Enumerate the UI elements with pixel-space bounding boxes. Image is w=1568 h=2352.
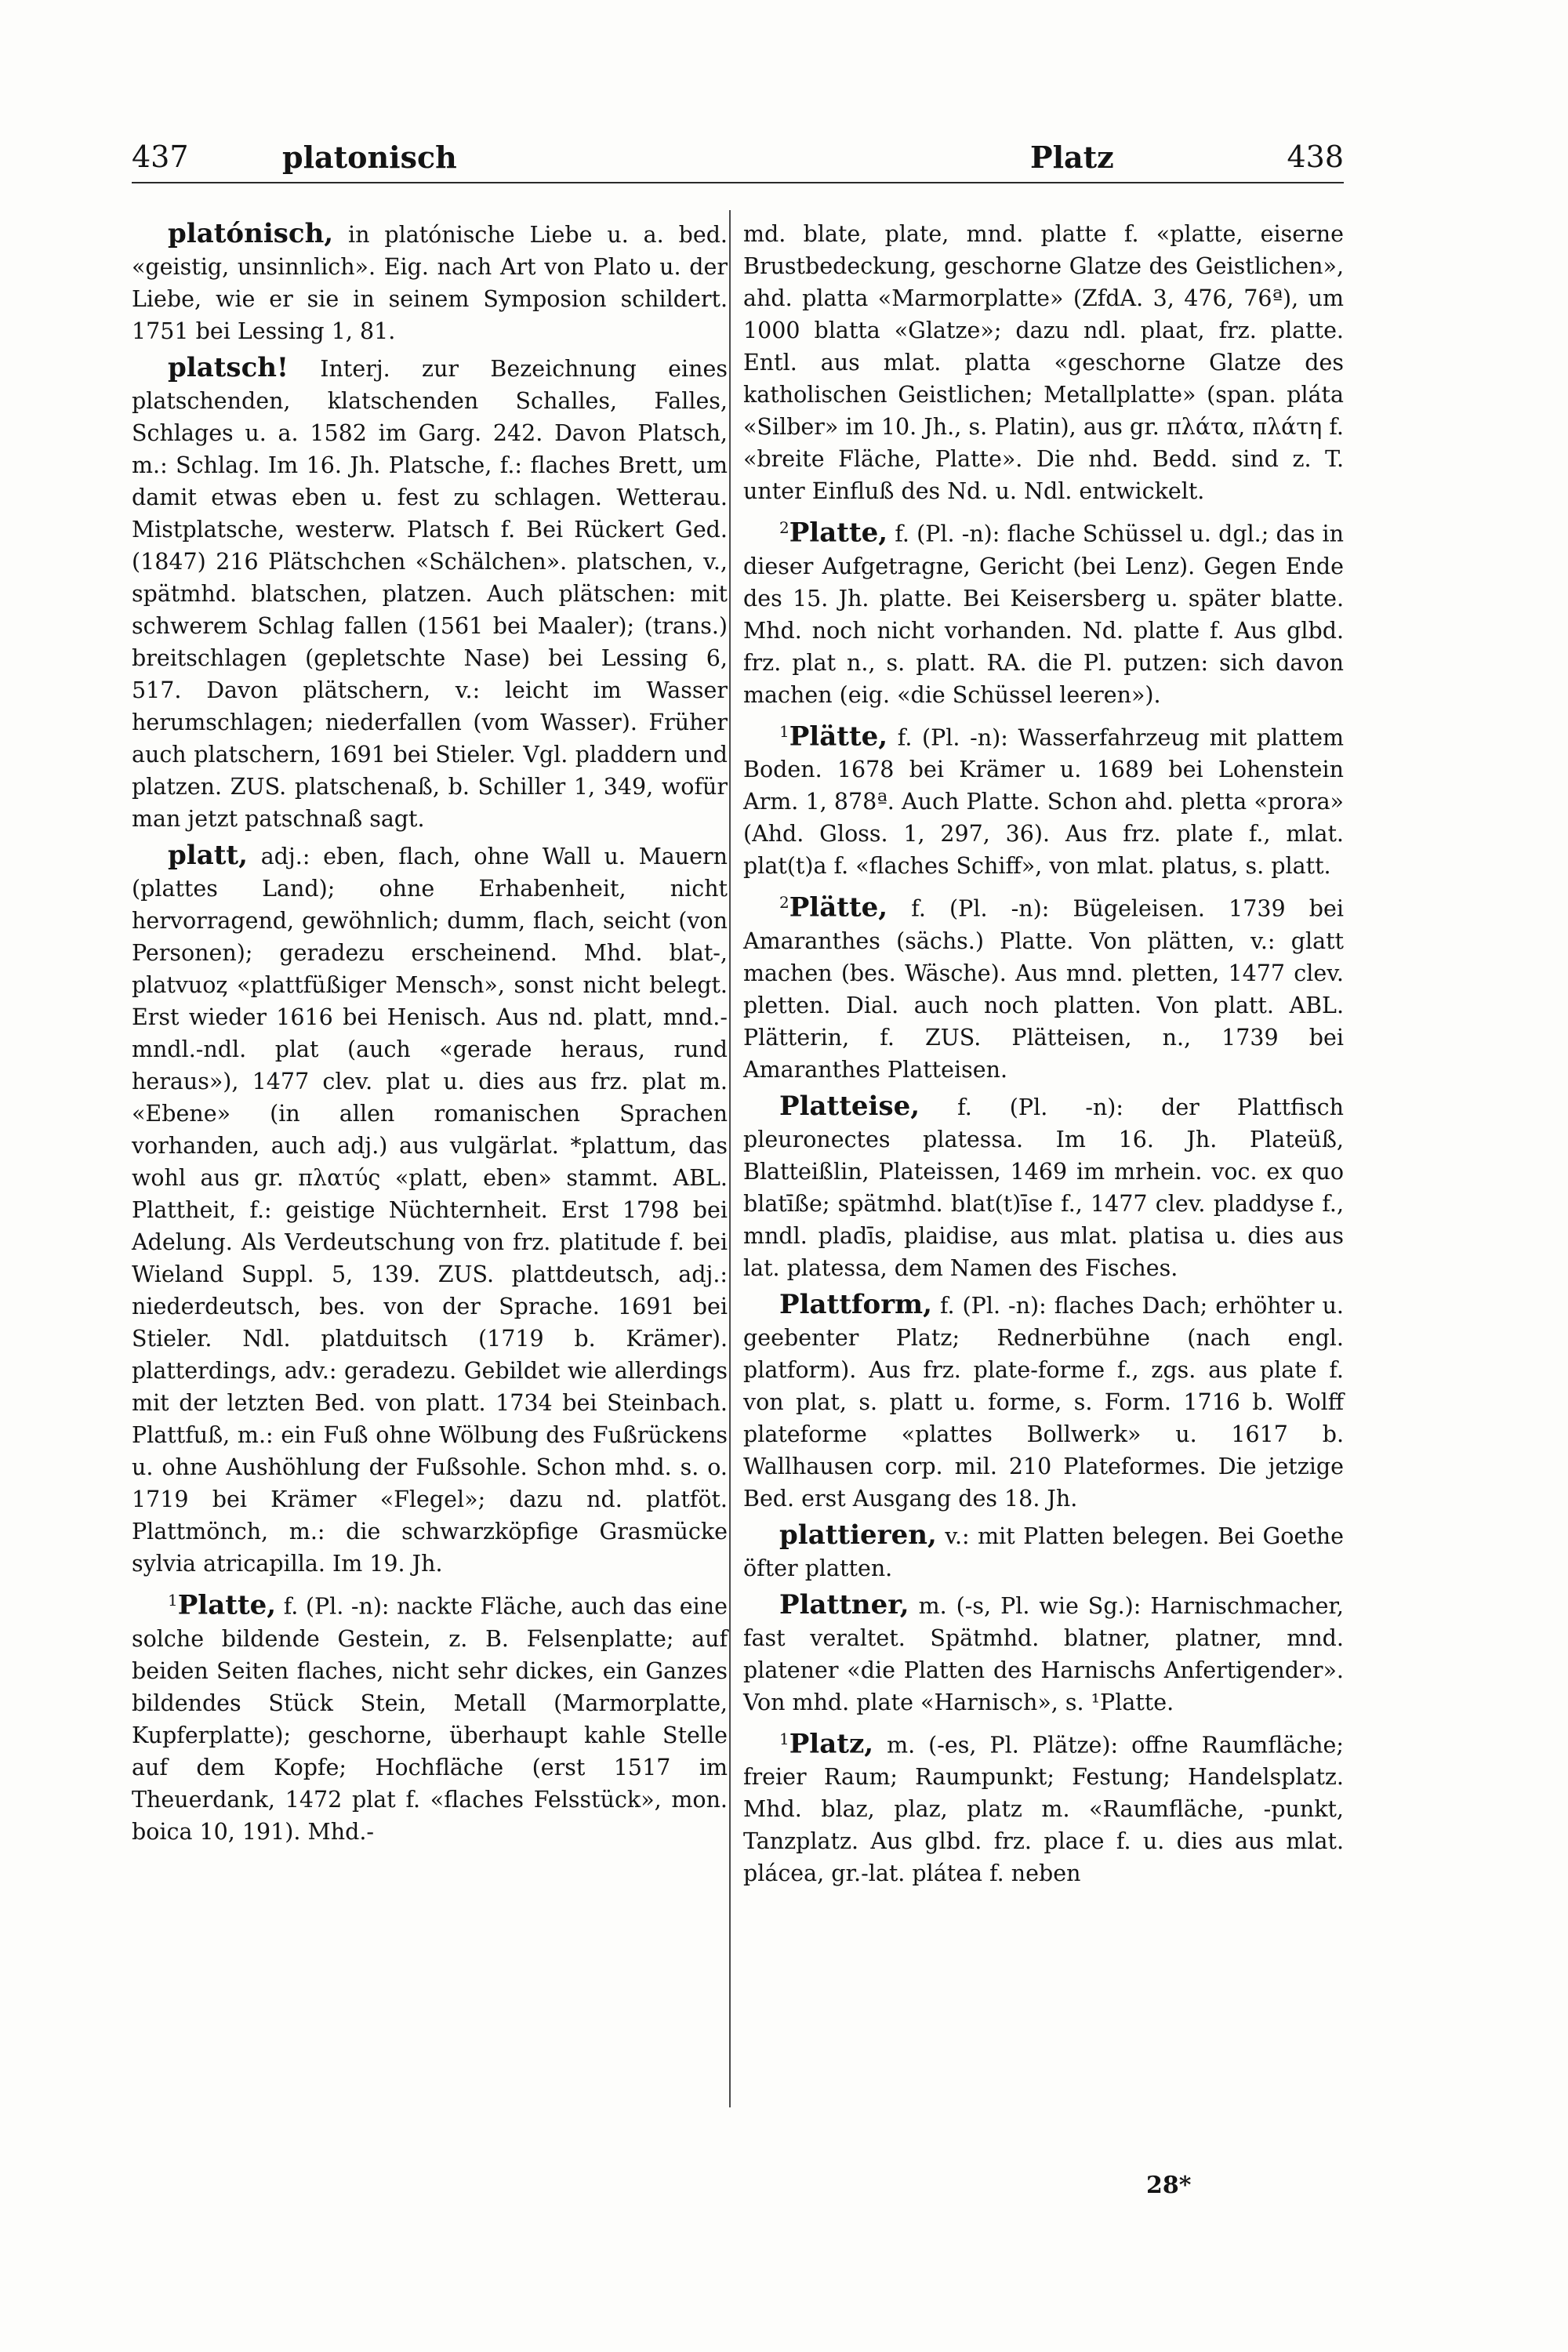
entry-headword: Platz,	[789, 1728, 874, 1759]
column-divider	[729, 210, 731, 2107]
running-headword-right: Platz	[1030, 140, 1114, 175]
homonym-number: 1	[779, 721, 789, 741]
entry-headword: Platte,	[789, 517, 888, 549]
page-number-right: 438	[1287, 140, 1344, 174]
homonym-number: 2	[779, 518, 789, 537]
homonym-number: 2	[779, 893, 789, 912]
page-number-left: 437	[132, 140, 189, 174]
dictionary-entry	[132, 218, 728, 347]
entry-text: f. (Pl. -n): nackte Fläche, auch das eine solche bildende Gestein, z. B. Felsenplatte; auf beiden Seiten flaches, nicht sehr dickes, ein Ganzes bildendes Stück Stein, Metall (Marmorplatte, Kupferplatte); geschorne, überhaupt kahle Stelle auf dem Kopfe; Hochfläche (erst 1517 im Theuerdank, 1472 plat f. «flaches Felsstück», mon. boica 10, 191). Mhd.-	[132, 1593, 728, 1845]
homonym-number: 1	[779, 1729, 789, 1748]
header-rule	[132, 182, 1344, 183]
entry-text: f. (Pl. -n): der Plattfisch pleuronectes platessa. Im 16. Jh. Plateüß, Blatteißlin, Plateissen, 1469 im mrhein. voc. ex quo blatīße; spätmhd. blat(t)īse f., 1477 clev. pladdyse f., mndl. pladīs, plaidise, aus mlat. platisa u. dies aus lat. platessa, dem Namen des Fisches.	[743, 1094, 1344, 1281]
dictionary-entry	[743, 716, 1344, 883]
entry-text: adj.: eben, flach, ohne Wall u. Mauern (plattes Land); ohne Erhabenheit, nicht hervorragend, gewöhnlich; dumm, flach, seicht (von Personen); geradezu erscheinend. Mhd. blat-, platvuoȥ «plattfüßiger Mensch», sonst nicht belegt. Erst wieder 1616 bei Henisch. Aus nd. platt, mnd.-mndl.-ndl. plat (auch «gerade heraus, rund heraus»), 1477 clev. plat u. dies aus frz. plat m. «Ebene» (in allen romanischen Sprachen vorhanden, auch adj.) aus vulgärlat. *plattum, das wohl aus gr. πλατύς «platt, eben» stammt. ABL. Plattheit, f.: geistige Nüchternheit. Erst 1798 bei Adelung. Als Verdeutschung von frz. platitude f. bei Wieland Suppl. 5, 139. ZUS. plattdeutsch, adj.: niederdeutsch, bes. von der Sprache. 1691 bei Stieler. Ndl. platduitsch (1719 b. Krämer). platterdings, adv.: geradezu. Gebildet wie allerdings mit der letzten Bed. von platt. 1734 bei Steinbach. Plattfuß, m.: ein Fuß ohne Wölbung des Fußrückens u. ohne Aushöhlung der Fußsohle. Schon mhd. s. o. 1719 bei Krämer «Flegel»; dazu nd. platföt. Plattmönch, m.: die schwarzköpfige Grasmücke sylvia atricapilla. Im 19. Jh.	[132, 844, 728, 1577]
entry-headword: Platte,	[177, 1589, 277, 1621]
dictionary-entry-continuation	[743, 218, 1344, 507]
entry-text: f. (Pl. -n): flaches Dach; erhöhter u. geebenter Platz; Rednerbühne (nach engl. platform). Aus frz. plate-forme f., zgs. aus plate f. von plat, s. platt u. forme, s. Form. 1716 b. Wolff plateforme «plattes Bollwerk» u. 1617 b. Wallhausen corp. mil. 210 Plateformes. Die jetzige Bed. erst Ausgang des 18. Jh.	[743, 1292, 1344, 1512]
running-headword-left: platonisch	[282, 140, 457, 175]
entry-headword: platt,	[168, 840, 248, 871]
dictionary-entry	[743, 1723, 1344, 1890]
entry-text: f. (Pl. -n): flache Schüssel u. dgl.; das in dieser Aufgetragne, Gericht (bei Lenz). Gegen Ende des 15. Jh. platte. Bei Keisersberg u. später blatte. Mhd. noch nicht vorhanden. Nd. platte f. Aus glbd. frz. plat n., s. platt. RA. die Pl. putzen: sich davon machen (eig. «die Schüssel leeren»).	[743, 521, 1344, 708]
entry-text: m. (-es, Pl. Plätze): offne Raumfläche; freier Raum; Raumpunkt; Festung; Handelsplatz. Mhd. blaz, plaz, platz m. «Raumfläche, -punkt, Tanzplatz. Aus glbd. frz. place f. u. dies aus mlat. plácea, gr.-lat. plátea f. neben	[743, 1732, 1344, 1886]
dictionary-entry	[743, 1091, 1344, 1284]
entry-headword: platónisch,	[168, 218, 334, 249]
dictionary-entry	[743, 887, 1344, 1086]
entry-headword: Plattform,	[779, 1288, 932, 1320]
entry-text: in platónische Liebe u. a. bed. «geistig, unsinnlich». Eig. nach Art von Plato u. der Liebe, wie er sie in seinem Symposion schildert. 1751 bei Lessing 1, 81.	[132, 222, 728, 344]
entry-text: Interj. zur Bezeichnung eines platschenden, klatschenden Schalles, Falles, Schlages u. a. 1582 im Garg. 242. Davon Platsch, m.: Schlag. Im 16. Jh. Platsche, f.: flaches Brett, um damit etwas eben u. fest zu schlagen. Wetterau. Mistplatsche, westerw. Platsch f. Bei Rückert Ged. (1847) 216 Plätschchen «Schälchen». platschen, v., spätmhd. blatschen, platzen. Auch plätschen: mit schwerem Schlag fallen (1561 bei Maaler); (trans.) breitschlagen (gepletschte Nase) bei Lessing 6, 517. Davon plätschern, v.: leicht im Wasser herumschlagen; niederfallen (vom Wasser). Früher auch platschern, 1691 bei Stieler. Vgl. pladdern und platzen. ZUS. platschenaß, b. Schiller 1, 349, wofür man jetzt patschnaß sagt.	[132, 356, 728, 832]
entry-text: f. (Pl. -n): Bügeleisen. 1739 bei Amaranthes (sächs.) Platte. Von plätten, v.: glatt machen (bes. Wäsche). Aus mnd. pletten, 1477 clev. pletten. Dial. auch noch platten. Von platt. ABL. Plätterin, f. ZUS. Plätteisen, n., 1739 bei Amaranthes Platteisen.	[743, 895, 1344, 1083]
entry-text: f. (Pl. -n): Wasserfahrzeug mit plattem Boden. 1678 bei Krämer u. 1689 bei Lohenstein Arm. 1, 878ª. Auch Platte. Schon ahd. pletta «prora» (Ahd. Gloss. 1, 297, 36). Aus frz. plate f., mlat. plat(t)a f. «flaches Schiff», von mlat. platus, s. platt.	[743, 724, 1344, 879]
entry-headword: plattieren,	[779, 1519, 937, 1551]
dictionary-entry	[132, 840, 728, 1580]
homonym-number: 1	[168, 1591, 178, 1610]
entry-text: m. (-s, Pl. wie Sg.): Harnischmacher, fast veraltet. Spätmhd. blatner, platner, mnd. platener «die Platten des Harnischs Anfertigender». Von mhd. plate «Harnisch», s. ¹Platte.	[743, 1592, 1344, 1715]
dictionary-entry	[743, 1289, 1344, 1515]
entry-text: v.: mit Platten belegen. Bei Goethe öfter platten.	[743, 1523, 1345, 1581]
page-header	[132, 132, 1344, 182]
left-column	[132, 218, 728, 1853]
entry-text: md. blate, plate, mnd. platte f. «platte, eiserne Brustbedeckung, geschorne Glatze des Geistlichen», ahd. platta «Marmorplatte» (ZfdA. 3, 476, 76ª), um 1000 blatta «Glatze»; dazu ndl. plaat, frz. platte. Entl. aus mlat. platta «geschorne Glatze des katholischen Geistlichen; Metallplatte» (span. pláta «Silber» im 10. Jh., s. Platin), aus gr. πλάτα, πλάτη f. «breite Fläche, Platte». Die nhd. Bedd. sind z. T. unter Einfluß des Nd. u. Ndl. entwickelt.	[743, 221, 1344, 504]
dictionary-entry	[743, 1589, 1344, 1719]
entry-headword: platsch!	[168, 352, 289, 383]
dictionary-entry	[743, 512, 1344, 711]
dictionary-entry	[132, 1584, 728, 1848]
entry-headword: Plattner,	[779, 1588, 909, 1621]
entry-headword: Platteise,	[779, 1090, 920, 1122]
entry-headword: Plätte,	[789, 720, 888, 752]
entry-headword: Plätte,	[789, 891, 888, 924]
right-column	[743, 218, 1344, 1894]
dictionary-entry	[132, 352, 728, 835]
printer-signature: 28*	[1146, 2172, 1192, 2199]
dictionary-entry	[743, 1519, 1344, 1584]
